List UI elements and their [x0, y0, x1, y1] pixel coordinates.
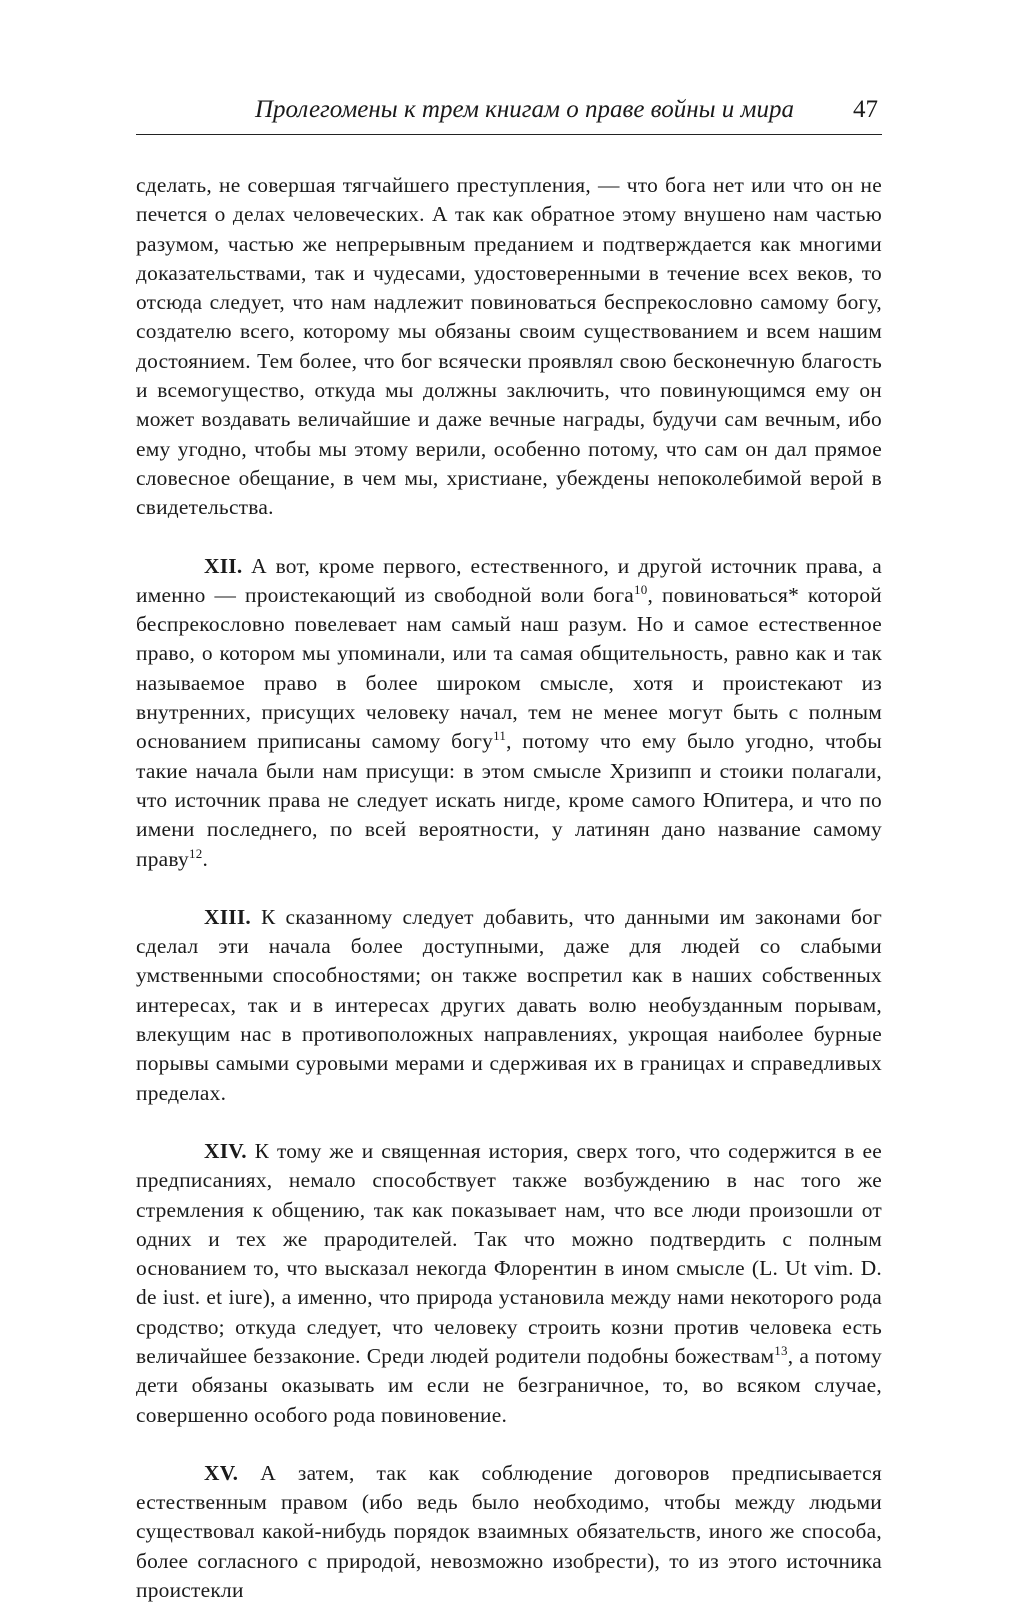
paragraph-continuation [136, 171, 882, 523]
paragraph-text: , потому что ему было угодно, чтобы такие начала были нам присущи: в этом смысле Хризипп и стоики полагали, что источник права не следует искать нигде, кроме самого Юпитера, и что по имени последнего, по всей вероятности, у латинян дано название самому праву [136, 729, 882, 871]
footnote-ref: 10 [634, 581, 648, 597]
paragraph-xv [136, 1459, 882, 1605]
running-title: Пролегомены к трем книгам о праве войны и мира [255, 96, 794, 123]
section-number: XIV. [204, 1138, 247, 1163]
paragraph-text: К сказанному следует добавить, что данными им законами бог сделал эти начала более доступными, даже для людей со слабыми умственными способностями; он также воспретил как в наших собственных интересах, так и в интересах других давать волю необузданным порывам, влекущим нас в противоположных направлениях, укрощая наиболее бурные порывы самыми суровыми мерами и сдерживая их в границах и справедливых пределах. [136, 904, 882, 1105]
footnote-ref: 13 [774, 1342, 788, 1358]
paragraph-xiii [136, 903, 882, 1108]
paragraph-text: . [202, 846, 209, 871]
footnote-ref: 12 [188, 845, 203, 861]
book-page [136, 96, 882, 1605]
paragraph-xiv [136, 1137, 882, 1430]
page-number: 47 [853, 96, 878, 123]
section-number: XIII. [204, 904, 252, 929]
section-number: XV. [204, 1460, 239, 1485]
footnote-ref: 11 [493, 728, 507, 744]
paragraph-text: А вот, кроме первого, естественного, и другой источник права, а именно — проистекающий из свободной воли бога [136, 553, 882, 607]
paragraph-xii [136, 552, 882, 874]
paragraph-text: , а потому дети обязаны оказывать им если не безграничное, то, во всяком случае, совершенно особого рода повиновение. [136, 1343, 883, 1427]
running-header [136, 96, 882, 135]
paragraph-text: , повиноваться* которой беспрекословно повелевает нам самый наш разум. Но и самое естественное право, о котором мы упоминали, или та самая общительность, равно как и так называемое право в более широком смысле, хотя и проистекают из внутренних, присущих человеку начал, тем не менее могут быть с полным основанием приписаны самому богу [136, 582, 882, 754]
section-number: XII. [204, 553, 243, 578]
paragraph-text: К тому же и священная история, сверх того, что содержится в ее предписаниях, немало способствует также возбуждению в нас того же стремления к общению, так как показывает нам, что все люди произошли от одних и тех же прародителей. Так что можно подтвердить с полным основанием то, что высказал некогда Флорентин в ином смысле (L. Ut vim. D. de iust. et iure), а именно, что природа установила между нами некоторого рода сродство; откуда следует, что человеку строить козни против человека есть величайшее беззаконие. Среди людей родители подобны божествам [136, 1138, 882, 1368]
paragraph-text: А затем, так как соблюдение договоров предписывается естественным правом (ибо ведь было необходимо, чтобы между людьми существовал какой-нибудь порядок взаимных обязательств, иного же способа, более согласного с природой, невозможно изобрести), то из этого источника проистекли [136, 1460, 882, 1603]
paragraph-text: сделать, не совершая тягчайшего преступления, — что бога нет или что он не печется о делах человеческих. А так как обратное этому внушено нам частью разумом, частью же непрерывным преданием и подтверждается как многими доказательствами, так и чудесами, удостоверенными в течение всех веков, то отсюда следует, что нам надлежит повиноваться беспрекословно самому богу, создателю всего, которому мы обязаны своим существованием и всем нашим достоянием. Тем более, что бог всячески проявлял свою бесконечную благость и всемогущество, откуда мы должны заключить, что повинующимся ему он может воздавать величайшие и даже вечные награды, будучи сам вечным, ибо ему угодно, чтобы мы этому верили, особенно потому, что сам он дал прямое словесное обещание, в чем мы, христиане, убеждены непоколебимой верой в свидетельства. [136, 173, 882, 520]
